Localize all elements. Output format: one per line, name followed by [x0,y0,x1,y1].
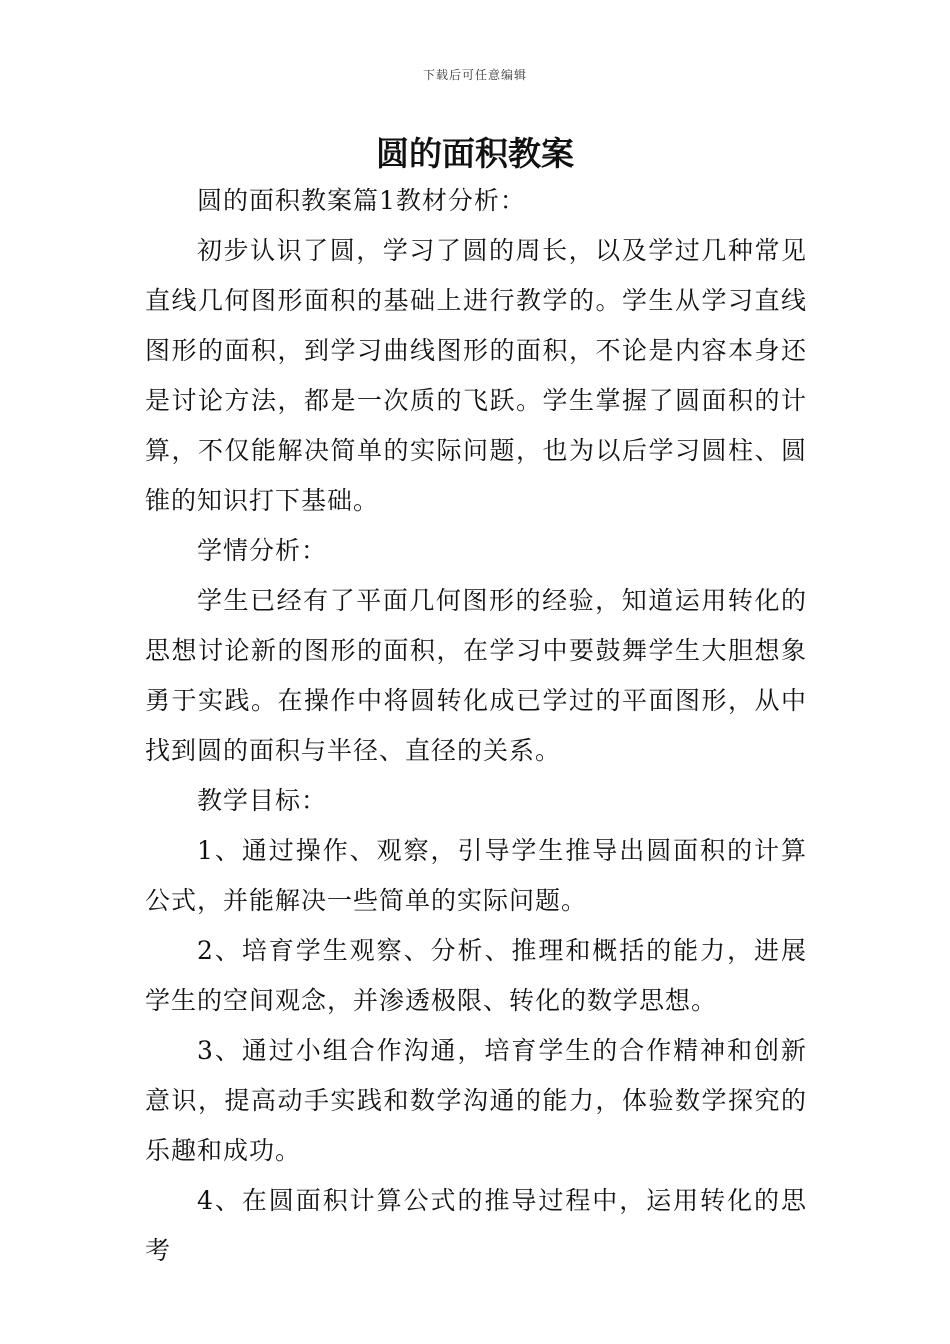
paragraph-goal-1: 1、通过操作、观察，引导学生推导出圆面积的计算公式，并能解决一些简单的实际问题。 [145,836,807,915]
paragraph-teaching-goals-heading: 教学目标： [197,786,328,815]
paragraph-learning-analysis: 学生已经有了平面几何图形的经验，知道运用转化的思想讨论新的图形的面积，在学习中要鼓舞学生大胆想象勇于实践。在操作中将圆转化成已学过的平面图形，从中找到圆的面积与半径、直径的关系。 [145,586,807,765]
paragraph-textbook-analysis: 初步认识了圆，学习了圆的周长，以及学过几种常见直线几何图形面积的基础上进行教学的。学生从学习直线图形的面积，到学习曲线图形的面积，不论是内容本身还是讨论方法，都是一次质的飞跃。学生掌握了圆面积的计算，不仅能解决简单的实际问题，也为以后学习圆柱、圆锥的知识打下基础。 [145,236,807,515]
document-title: 圆的面积教案 [376,134,574,173]
paragraph-section-heading: 圆的面积教案篇1教材分析： [197,186,526,215]
paragraph-goal-2: 2、培育学生观察、分析、推理和概括的能力，进展学生的空间观念，并渗透极限、转化的数学思想。 [145,936,807,1015]
document-body [145,176,807,1276]
paragraph-goal-3: 3、通过小组合作沟通，培育学生的合作精神和创新意识，提高动手实践和数学沟通的能力，体验数学探究的乐趣和成功。 [145,1036,807,1165]
header-note: 下载后可任意编辑 [422,68,527,82]
paragraph-goal-4: 4、在圆面积计算公式的推导过程中，运用转化的思考 [145,1186,807,1265]
paragraph-learning-analysis-heading: 学情分析： [197,536,328,565]
